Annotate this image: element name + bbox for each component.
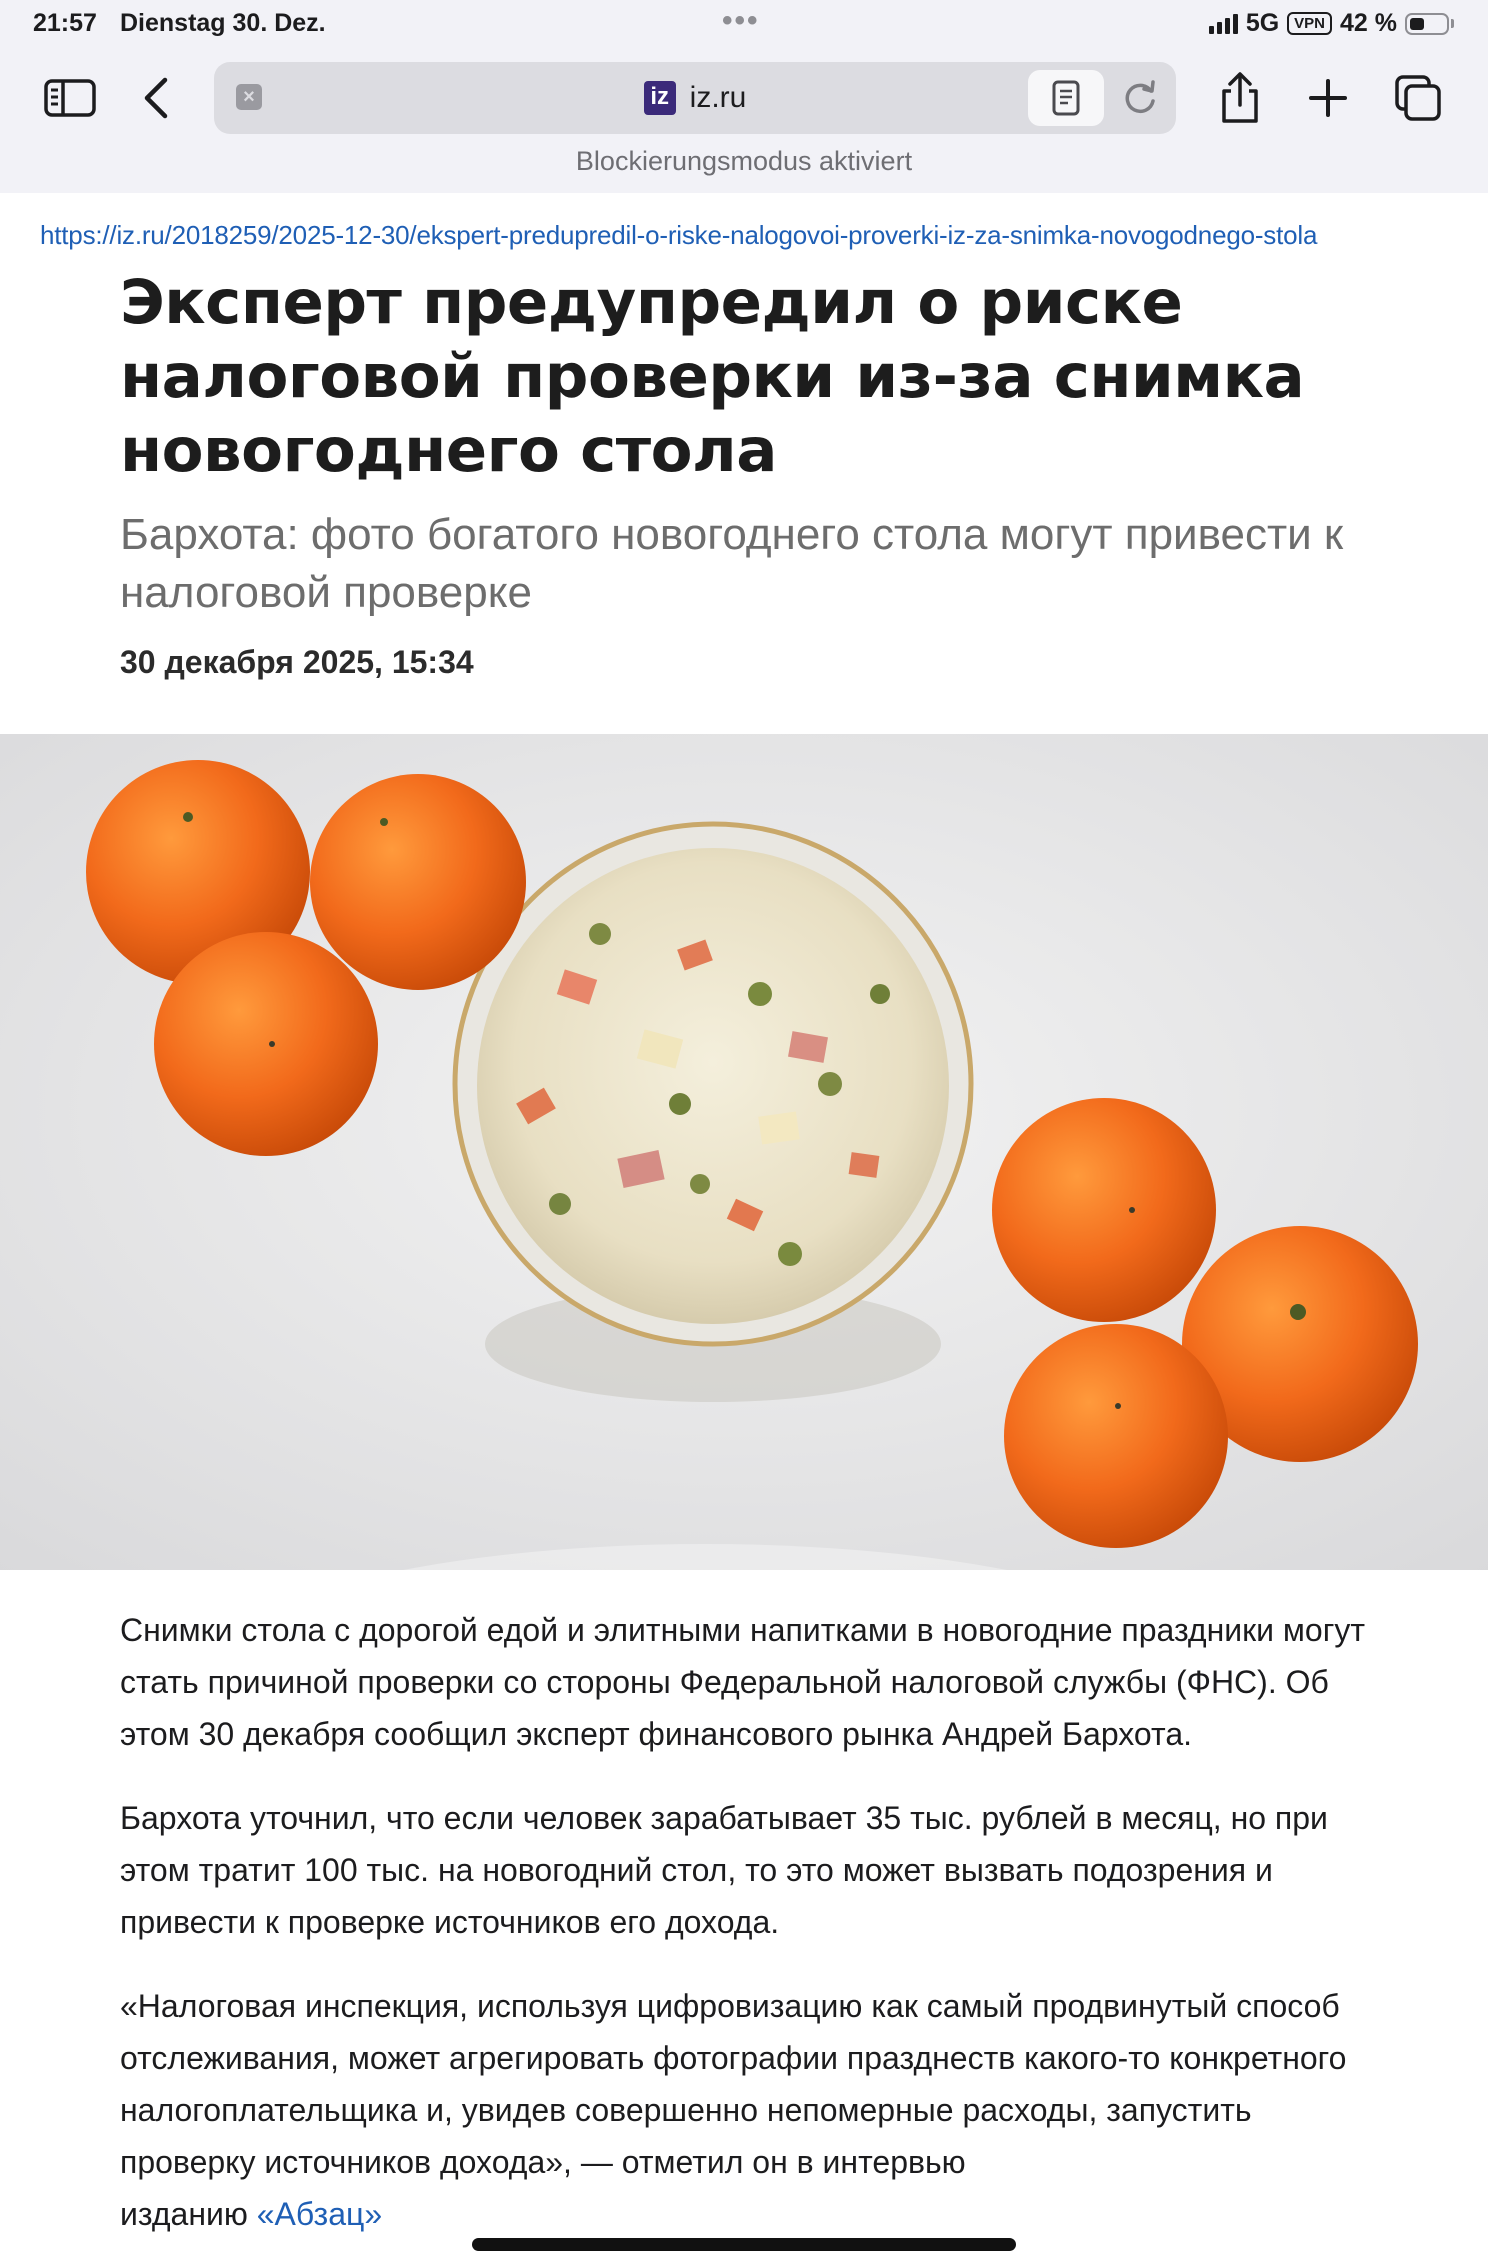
publication-date: 30 декабря 2025, 15:34 (120, 644, 474, 680)
address-url: iz.ru (689, 81, 747, 115)
browser-chrome (0, 0, 1488, 193)
multitasking-dots-icon[interactable]: ••• (722, 4, 760, 37)
address-bar[interactable] (214, 62, 1176, 134)
article-paragraph-text: «Налоговая инспекция, используя цифровизацию как самый продвинутый способ отслеживания, может агрегировать фотографии празднеств какого-то конкретного налогоплательщика и, увидев совершенно непомерные расходы, запустить проверку источников дохода», — отметил он в интервью (120, 1988, 1347, 2180)
network-type: 5G (1245, 9, 1280, 37)
back-icon[interactable] (128, 70, 184, 126)
battery-cap (1451, 19, 1454, 28)
battery-icon (1405, 13, 1449, 35)
article-subtitle: Бархота: фото богатого новогоднего стола могут привести к налоговой проверке (120, 510, 1344, 617)
source-link[interactable]: «Абзац» (256, 2196, 383, 2232)
reload-icon[interactable] (1118, 76, 1162, 120)
status-time: 21:57 (33, 9, 97, 37)
status-date: Dienstag 30. Dez. (120, 9, 326, 37)
close-tab-icon[interactable]: × (236, 84, 262, 110)
article-paragraph-text: изданию (120, 2196, 257, 2232)
mandarin-left-middle (310, 774, 526, 990)
blocking-mode-notice: Blockierungsmodus aktiviert (575, 146, 913, 176)
status-bar (0, 0, 1488, 48)
mandarin-left-bottom (154, 932, 378, 1156)
vpn-badge: VPN (1287, 12, 1332, 35)
status-indicators (1209, 9, 1454, 38)
tabs-overview-icon[interactable] (1390, 70, 1446, 126)
share-icon[interactable] (1212, 70, 1268, 126)
reader-mode-button[interactable] (1028, 70, 1104, 126)
hero-image (0, 734, 1488, 1570)
article-body (120, 1604, 1380, 2240)
article-paragraph (120, 1980, 1380, 2240)
battery-level (1410, 18, 1424, 30)
cellular-signal-icon (1209, 14, 1238, 34)
new-tab-icon[interactable] (1300, 70, 1356, 126)
hero-photo (0, 734, 1488, 1570)
battery-percent: 42 % (1340, 9, 1397, 37)
article-paragraph: Бархота уточнил, что если человек зарабатывает 35 тыс. рублей в месяц, но при этом тратит 100 тыс. на новогодний стол, то это может вызвать подозрения и привести к проверке источников его дохода. (120, 1800, 1328, 1940)
site-logo: iz (644, 81, 676, 115)
sidebar-icon[interactable] (42, 70, 98, 126)
home-indicator[interactable] (472, 2238, 1016, 2251)
mandarin-right-bottom (1004, 1324, 1228, 1548)
mandarin-right-top (992, 1098, 1216, 1322)
article-url-link[interactable]: https://iz.ru/2018259/2025-12-30/ekspert-predupredil-o-riske-nalogovoi-proverki-iz-za-snimka-novogodnego-stola (40, 220, 1318, 250)
article-headline: Эксперт предупредил о риске налоговой проверки из-за снимка новогоднего стола (120, 267, 1305, 486)
article-paragraph: Снимки стола с дорогой едой и элитными напитками в новогодние праздники могут стать причиной проверки со стороны Федеральной налоговой службы (ФНС). Об этом 30 декабря сообщил эксперт финансового рынка Андрей Бархота. (120, 1612, 1366, 1752)
reader-icon (1052, 80, 1080, 116)
